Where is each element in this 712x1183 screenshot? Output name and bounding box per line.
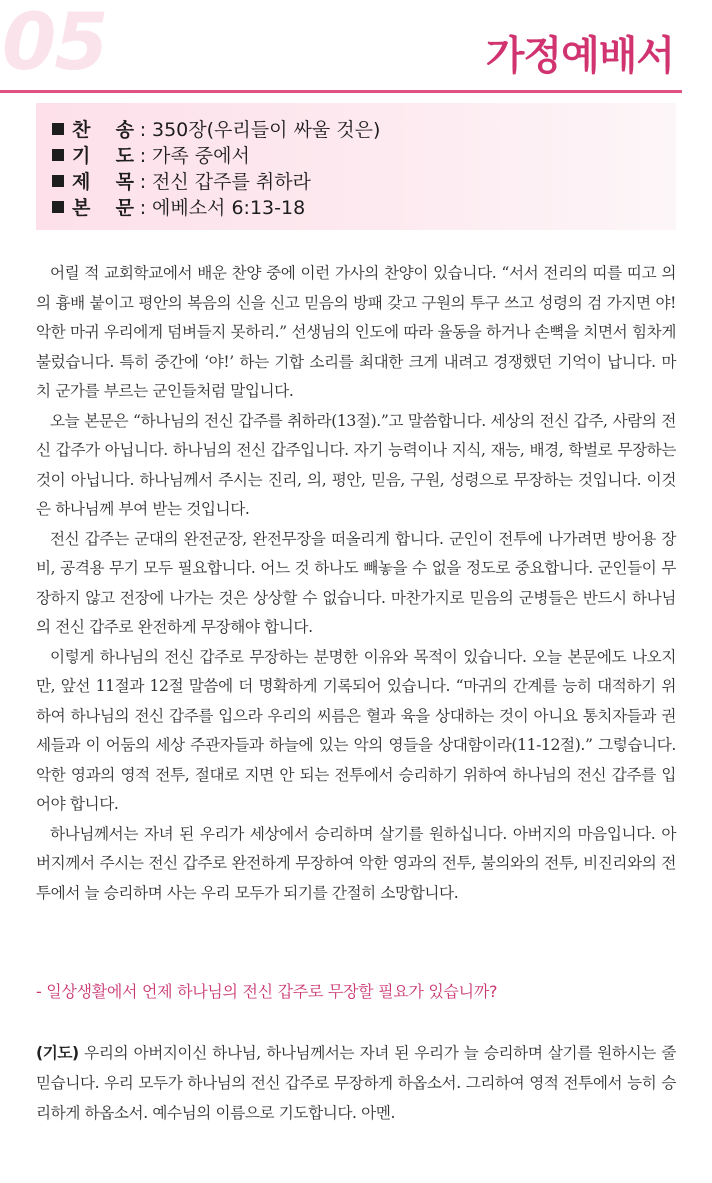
sermon-paragraph: 이렇게 하나님의 전신 갑주로 무장하는 분명한 이유와 목적이 있습니다. 오늘 본문에도 나오지만, 앞선 11절과 12절 말씀에 더 명확하게 기록되어 있습니다. “마귀의 간계를 능히 대적하기 위하여 하나님의 전신 갑주를 입으라 우리의 씨름은 혈과 육을 상대하는 것이 아니요 통치자들과 권세들과 이 어둠의 세상 주관자들과 하늘에 있는 악의 영들을 상대함이라(11-12절).” 그렇습니다. 악한 영과의 영적 전투, 절대로 지면 안 되는 전투에서 승리하기 위하여 하나님의 전신 갑주를 입어야 합니다. [36, 647, 676, 813]
square-bullet-icon [52, 123, 64, 135]
sermon-paragraph: 어릴 적 교회학교에서 배운 찬양 중에 이런 가사의 찬양이 있습니다. “서서 전리의 띠를 띠고 의의 흉배 붙이고 평안의 복음의 신을 신고 믿음의 방패 갖고 구원의 투구 쓰고 성령의 검 가지면 야! 악한 마귀 우리에게 덤벼들지 못하리.” 선생님의 인도에 따라 율동을 하거나 손뼉을 치면서 힘차게 불렀습니다. 특히 중간에 ‘야!’ 하는 기합 소리를 최대한 크게 내려고 경쟁했던 기억이 납니다. 마치 군가를 부르는 군인들처럼 말입니다. [36, 264, 676, 400]
square-bullet-icon [52, 175, 64, 187]
info-value: 350장(우리들이 싸울 것은) [152, 119, 381, 141]
info-row-scripture [52, 195, 676, 221]
sermon-paragraph: 하나님께서는 자녀 된 우리가 세상에서 승리하며 살기를 원하십니다. 아버지의 마음입니다. 아버지께서 주시는 전신 갑주로 완전하게 무장하여 악한 영과의 전투, 불의와의 전투, 비진리와의 전투에서 늘 승리하며 사는 우리 모두가 되기를 간절히 소망합니다. [36, 824, 676, 902]
worship-info-box [36, 103, 676, 230]
section-title: 가정예배서 [485, 32, 674, 79]
info-value: 전신 갑주를 취하라 [152, 171, 311, 193]
prayer-text: 우리의 아버지이신 하나님, 하나님께서는 자녀 된 우리가 늘 승리하며 살기를 원하시는 줄 믿습니다. 우리 모두가 하나님의 전신 갑주로 무장하게 하옵소서. 그리하여 영적 전투에서 능히 승리하게 하옵소서. 예수님의 이름으로 기도합니다. 아멘. [36, 1044, 676, 1122]
reflection-question: - 일상생활에서 언제 하나님의 전신 갑주로 무장할 필요가 있습니까? [36, 982, 498, 1001]
page-number: 05 [2, 0, 107, 88]
info-colon: : [139, 171, 147, 193]
info-value: 에베소서 6:13-18 [152, 197, 306, 219]
closing-prayer [36, 1038, 676, 1128]
square-bullet-icon [52, 201, 64, 213]
info-label: 제 목 [72, 171, 134, 193]
info-row-title [52, 169, 676, 195]
sermon-paragraph: 전신 갑주는 군대의 완전군장, 완전무장을 떠올리게 합니다. 군인이 전투에 나가려면 방어용 장비, 공격용 무기 모두 필요합니다. 어느 것 하나도 빼놓을 수 없을 정도로 중요합니다. 군인들이 무장하지 않고 전장에 나가는 것은 상상할 수 없습니다. 마찬가지로 믿음의 군병들은 반드시 하나님의 전신 갑주로 완전하게 무장해야 합니다. [36, 529, 676, 636]
sermon-body [36, 259, 676, 908]
info-label: 기 도 [72, 145, 134, 167]
info-value: 가족 중에서 [152, 145, 250, 167]
title-divider [0, 90, 682, 93]
info-row-prayer [52, 143, 676, 169]
info-colon: : [139, 197, 147, 219]
info-colon: : [139, 119, 147, 141]
square-bullet-icon [52, 149, 64, 161]
prayer-label: (기도) [36, 1044, 79, 1062]
sermon-paragraph: 오늘 본문은 “하나님의 전신 갑주를 취하라(13절).”고 말씀합니다. 세상의 전신 갑주, 사람의 전신 갑주가 아닙니다. 하나님의 전신 갑주입니다. 자기 능력이나 지식, 재능, 배경, 학벌로 무장하는 것이 아닙니다. 하나님께서 주시는 진리, 의, 평안, 믿음, 구원, 성령으로 무장하는 것입니다. 이것은 하나님께 부여 받는 것입니다. [36, 411, 676, 518]
info-label: 본 문 [72, 197, 134, 219]
info-colon: : [139, 145, 147, 167]
info-label: 찬 송 [72, 119, 134, 141]
info-row-hymn [52, 117, 676, 143]
